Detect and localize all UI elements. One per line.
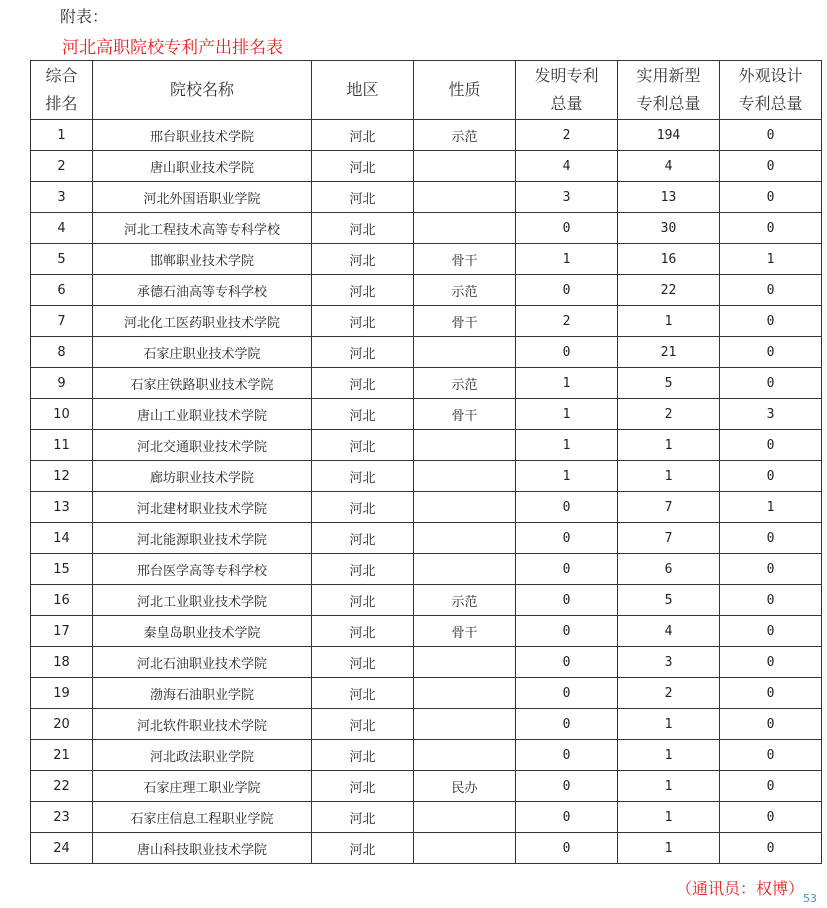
table-row [31,492,822,523]
region-cell: 河北 [312,802,414,833]
invention-count-cell: 0 [516,337,618,368]
rank-cell: 12 [31,461,93,492]
region-cell: 河北 [312,244,414,275]
type-cell [414,492,516,523]
table-row [31,399,822,430]
utility-count-cell: 4 [618,616,720,647]
region-cell: 河北 [312,182,414,213]
type-cell: 骨干 [414,399,516,430]
table-row [31,306,822,337]
region-cell: 河北 [312,616,414,647]
invention-count-cell: 0 [516,492,618,523]
type-cell: 示范 [414,585,516,616]
design-count-cell: 0 [720,430,822,461]
type-cell [414,554,516,585]
design-count-cell: 0 [720,833,822,864]
rank-cell: 4 [31,213,93,244]
utility-count-cell: 5 [618,368,720,399]
region-cell: 河北 [312,647,414,678]
school-name-cell: 石家庄职业技术学院 [93,337,312,368]
school-name-cell: 邯郸职业技术学院 [93,244,312,275]
design-count-cell: 0 [720,182,822,213]
type-cell: 示范 [414,120,516,151]
patent-ranking-table [30,60,822,864]
rank-cell: 21 [31,740,93,771]
utility-count-cell: 1 [618,740,720,771]
invention-count-cell: 1 [516,399,618,430]
utility-count-cell: 1 [618,430,720,461]
utility-count-cell: 2 [618,399,720,430]
invention-count-cell: 0 [516,554,618,585]
invention-count-cell: 2 [516,306,618,337]
school-name-cell: 石家庄铁路职业技术学院 [93,368,312,399]
invention-count-cell: 0 [516,213,618,244]
type-cell [414,647,516,678]
region-cell: 河北 [312,740,414,771]
design-count-cell: 0 [720,740,822,771]
type-cell [414,461,516,492]
type-cell [414,678,516,709]
design-count-cell: 0 [720,616,822,647]
invention-count-cell: 0 [516,678,618,709]
header-school-name: 院校名称 [93,61,312,120]
type-cell [414,523,516,554]
rank-cell: 19 [31,678,93,709]
utility-count-cell: 4 [618,151,720,182]
invention-count-cell: 4 [516,151,618,182]
design-count-cell: 0 [720,523,822,554]
table-row [31,554,822,585]
rank-cell: 13 [31,492,93,523]
rank-cell: 17 [31,616,93,647]
utility-count-cell: 13 [618,182,720,213]
invention-count-cell: 0 [516,275,618,306]
region-cell: 河北 [312,771,414,802]
rank-cell: 7 [31,306,93,337]
school-name-cell: 邢台医学高等专科学校 [93,554,312,585]
rank-cell: 20 [31,709,93,740]
header-design-patents: 外观设计 专利总量 [720,61,822,120]
type-cell [414,430,516,461]
design-count-cell: 0 [720,461,822,492]
invention-count-cell: 0 [516,647,618,678]
region-cell: 河北 [312,554,414,585]
design-count-cell: 0 [720,554,822,585]
utility-count-cell: 3 [618,647,720,678]
rank-cell: 3 [31,182,93,213]
utility-count-cell: 1 [618,709,720,740]
school-name-cell: 渤海石油职业学院 [93,678,312,709]
table-row [31,337,822,368]
design-count-cell: 0 [720,802,822,833]
table-row [31,678,822,709]
table-row [31,461,822,492]
type-cell [414,802,516,833]
utility-count-cell: 21 [618,337,720,368]
region-cell: 河北 [312,585,414,616]
school-name-cell: 秦皇岛职业技术学院 [93,616,312,647]
type-cell: 示范 [414,368,516,399]
rank-cell: 2 [31,151,93,182]
type-cell [414,182,516,213]
table-row [31,430,822,461]
utility-count-cell: 30 [618,213,720,244]
type-cell: 骨干 [414,306,516,337]
invention-count-cell: 0 [516,740,618,771]
header-type: 性质 [414,61,516,120]
region-cell: 河北 [312,430,414,461]
invention-count-cell: 1 [516,244,618,275]
school-name-cell: 邢台职业技术学院 [93,120,312,151]
school-name-cell: 河北工业职业技术学院 [93,585,312,616]
invention-count-cell: 0 [516,616,618,647]
table-row [31,585,822,616]
invention-count-cell: 0 [516,833,618,864]
rank-cell: 24 [31,833,93,864]
invention-count-cell: 1 [516,430,618,461]
region-cell: 河北 [312,833,414,864]
design-count-cell: 0 [720,275,822,306]
school-name-cell: 唐山职业技术学院 [93,151,312,182]
type-cell: 示范 [414,275,516,306]
school-name-cell: 石家庄信息工程职业学院 [93,802,312,833]
utility-count-cell: 194 [618,120,720,151]
type-cell [414,740,516,771]
school-name-cell: 唐山工业职业技术学院 [93,399,312,430]
header-invention-patents: 发明专利 总量 [516,61,618,120]
region-cell: 河北 [312,678,414,709]
rank-cell: 16 [31,585,93,616]
rank-cell: 1 [31,120,93,151]
table-row [31,523,822,554]
type-cell: 民办 [414,771,516,802]
invention-count-cell: 0 [516,523,618,554]
header-row [31,61,822,120]
region-cell: 河北 [312,492,414,523]
design-count-cell: 0 [720,151,822,182]
rank-cell: 22 [31,771,93,802]
type-cell: 骨干 [414,244,516,275]
utility-count-cell: 1 [618,833,720,864]
table-row [31,802,822,833]
school-name-cell: 承德石油高等专科学校 [93,275,312,306]
design-count-cell: 1 [720,492,822,523]
region-cell: 河北 [312,337,414,368]
invention-count-cell: 0 [516,771,618,802]
design-count-cell: 0 [720,678,822,709]
table-title: 河北高职院校专利产出排名表 [62,38,283,58]
table-row [31,213,822,244]
table-row [31,616,822,647]
design-count-cell: 0 [720,306,822,337]
table-row [31,771,822,802]
type-cell [414,833,516,864]
school-name-cell: 河北化工医药职业技术学院 [93,306,312,337]
utility-count-cell: 7 [618,492,720,523]
table-row [31,151,822,182]
table-row [31,120,822,151]
table-row [31,182,822,213]
invention-count-cell: 2 [516,120,618,151]
rank-cell: 8 [31,337,93,368]
utility-count-cell: 16 [618,244,720,275]
utility-count-cell: 1 [618,802,720,833]
table-row [31,709,822,740]
design-count-cell: 0 [720,771,822,802]
rank-cell: 5 [31,244,93,275]
school-name-cell: 唐山科技职业技术学院 [93,833,312,864]
region-cell: 河北 [312,275,414,306]
invention-count-cell: 3 [516,182,618,213]
design-count-cell: 3 [720,399,822,430]
table-body [31,120,822,864]
design-count-cell: 0 [720,213,822,244]
invention-count-cell: 1 [516,461,618,492]
school-name-cell: 河北石油职业技术学院 [93,647,312,678]
design-count-cell: 0 [720,120,822,151]
utility-count-cell: 1 [618,461,720,492]
utility-count-cell: 1 [618,771,720,802]
design-count-cell: 0 [720,647,822,678]
invention-count-cell: 0 [516,709,618,740]
region-cell: 河北 [312,461,414,492]
table-row [31,244,822,275]
school-name-cell: 河北能源职业技术学院 [93,523,312,554]
table-row [31,275,822,306]
school-name-cell: 河北建材职业技术学院 [93,492,312,523]
utility-count-cell: 5 [618,585,720,616]
utility-count-cell: 2 [618,678,720,709]
rank-cell: 10 [31,399,93,430]
region-cell: 河北 [312,399,414,430]
design-count-cell: 0 [720,368,822,399]
reporter-credit: （通讯员：权博） [676,879,805,898]
school-name-cell: 石家庄理工职业学院 [93,771,312,802]
type-cell [414,213,516,244]
design-count-cell: 0 [720,337,822,368]
rank-cell: 18 [31,647,93,678]
type-cell [414,709,516,740]
table-row [31,833,822,864]
region-cell: 河北 [312,120,414,151]
design-count-cell: 1 [720,244,822,275]
region-cell: 河北 [312,523,414,554]
rank-cell: 9 [31,368,93,399]
table-row [31,647,822,678]
utility-count-cell: 6 [618,554,720,585]
header-utility-patents: 实用新型 专利总量 [618,61,720,120]
school-name-cell: 河北政法职业学院 [93,740,312,771]
region-cell: 河北 [312,151,414,182]
table-row [31,740,822,771]
design-count-cell: 0 [720,709,822,740]
rank-cell: 11 [31,430,93,461]
header-region: 地区 [312,61,414,120]
invention-count-cell: 0 [516,802,618,833]
design-count-cell: 0 [720,585,822,616]
type-cell [414,337,516,368]
header-rank: 综合 排名 [31,61,93,120]
rank-cell: 15 [31,554,93,585]
school-name-cell: 河北软件职业技术学院 [93,709,312,740]
school-name-cell: 河北工程技术高等专科学校 [93,213,312,244]
rank-cell: 6 [31,275,93,306]
corner-mark: 53 [803,892,817,905]
utility-count-cell: 1 [618,306,720,337]
utility-count-cell: 22 [618,275,720,306]
region-cell: 河北 [312,213,414,244]
rank-cell: 23 [31,802,93,833]
type-cell: 骨干 [414,616,516,647]
utility-count-cell: 7 [618,523,720,554]
table-row [31,368,822,399]
region-cell: 河北 [312,709,414,740]
rank-cell: 14 [31,523,93,554]
region-cell: 河北 [312,306,414,337]
region-cell: 河北 [312,368,414,399]
type-cell [414,151,516,182]
invention-count-cell: 1 [516,368,618,399]
invention-count-cell: 0 [516,585,618,616]
appendix-label: 附表： [60,7,109,26]
school-name-cell: 河北交通职业技术学院 [93,430,312,461]
school-name-cell: 河北外国语职业学院 [93,182,312,213]
school-name-cell: 廊坊职业技术学院 [93,461,312,492]
